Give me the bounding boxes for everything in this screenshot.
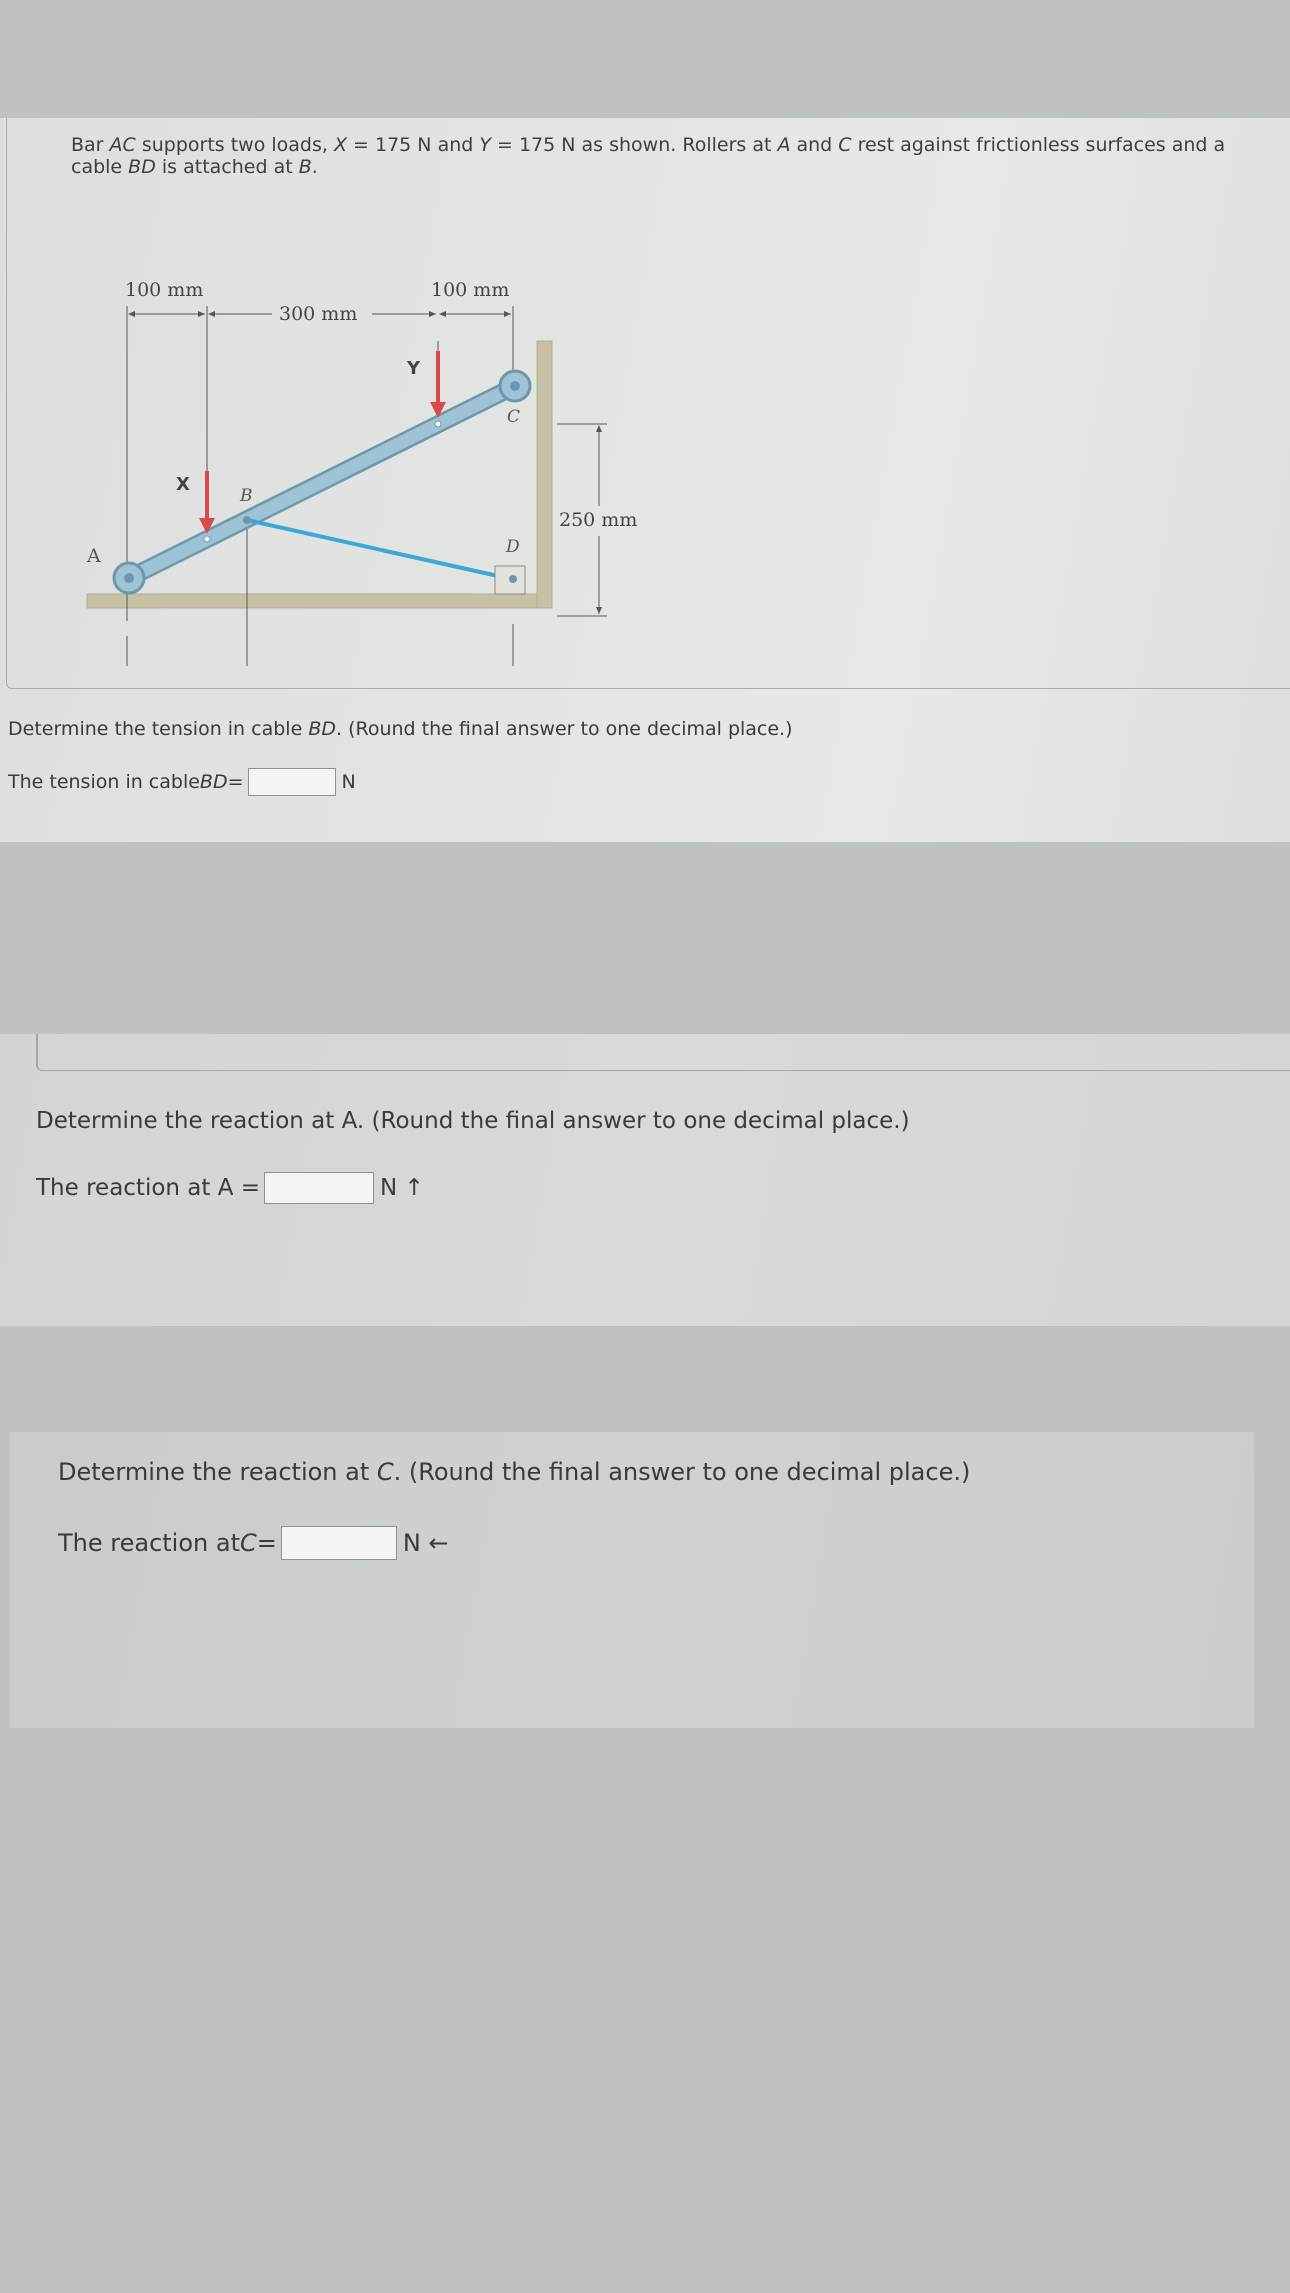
- card-border: [36, 1034, 1290, 1071]
- pin-b: [243, 516, 251, 524]
- point-c: C: [838, 134, 852, 156]
- floor-surface: [87, 594, 552, 608]
- load-x-label: X: [333, 134, 347, 156]
- load-y-value: 175 N: [518, 134, 576, 156]
- reaction-a-input[interactable]: [264, 1172, 374, 1204]
- answer-label: The tension in cable: [8, 771, 200, 793]
- problem-text: supports two loads,: [135, 134, 334, 156]
- answer-label: The reaction at A =: [36, 1175, 261, 1201]
- load-x-value: 175 N: [375, 134, 432, 156]
- cable-bd: [247, 520, 507, 578]
- unit-label: N ←: [402, 1529, 449, 1557]
- cable-name: BD: [128, 156, 156, 178]
- label-c: C: [507, 407, 521, 427]
- answer-row-1: [8, 768, 356, 796]
- unit-label: N: [341, 771, 356, 793]
- question-text: . (Round the final answer to one decimal place.): [335, 718, 793, 740]
- problem-text: =: [347, 134, 375, 156]
- question-1: [8, 718, 793, 740]
- label-x: X: [176, 474, 190, 495]
- answer-row-3: [58, 1526, 449, 1560]
- label-a: A: [87, 545, 101, 567]
- problem-text: rest against frictionless surfaces and a: [851, 134, 1226, 156]
- reaction-c-input[interactable]: [281, 1526, 397, 1560]
- answer-label-var: BD: [199, 771, 228, 793]
- point-a: A: [777, 134, 791, 156]
- point-c: C: [376, 1458, 394, 1486]
- problem-card: [0, 118, 1290, 842]
- load-y-label: Y: [479, 134, 491, 156]
- pin-d: [509, 575, 517, 583]
- answer-label: =: [227, 771, 244, 793]
- question-text: Determine the tension in cable: [8, 718, 309, 740]
- wall-surface: [537, 341, 552, 608]
- dim-label-top-right: 100 mm: [431, 279, 510, 301]
- load-point-y: [435, 421, 441, 427]
- question-text: . (Round the final answer to one decimal place.): [393, 1458, 971, 1486]
- answer-label-var: C: [240, 1529, 257, 1557]
- problem-text: .: [311, 156, 318, 178]
- problem-text: and: [790, 134, 839, 156]
- answer-label: The reaction at: [58, 1529, 240, 1557]
- label-y: Y: [407, 358, 421, 379]
- problem-text: is attached at: [155, 156, 299, 178]
- question-2: Determine the reaction at A. (Round the final answer to one decimal place.): [36, 1108, 910, 1134]
- bar-name: AC: [109, 134, 136, 156]
- problem-statement-panel: [6, 118, 1290, 689]
- problem-statement: [71, 134, 1271, 178]
- dim-label-top-left: 100 mm: [125, 279, 204, 301]
- tension-bd-input[interactable]: [248, 768, 336, 796]
- unit-label: N ↑: [380, 1175, 424, 1201]
- label-b: B: [240, 486, 253, 506]
- answer-row-2: [36, 1172, 424, 1204]
- question-text: Determine the reaction at: [58, 1458, 377, 1486]
- dim-label-top-mid: 300 mm: [279, 303, 358, 325]
- question-3: [58, 1458, 970, 1486]
- roller-c-pin: [510, 381, 520, 391]
- bar-diagram: [67, 196, 667, 666]
- load-point-x: [204, 536, 210, 542]
- roller-a-pin: [124, 573, 134, 583]
- answer-label: =: [256, 1529, 277, 1557]
- problem-text: Bar: [71, 134, 110, 156]
- reaction-a-card: [0, 1034, 1290, 1326]
- point-b: B: [298, 156, 312, 178]
- label-d: D: [506, 537, 520, 557]
- cable-name: BD: [308, 718, 336, 740]
- problem-text: and: [431, 134, 480, 156]
- reaction-c-card: [10, 1432, 1254, 1728]
- dim-label-right: 250 mm: [559, 509, 638, 531]
- problem-text: as shown. Rollers at: [575, 134, 778, 156]
- problem-text: =: [490, 134, 519, 156]
- problem-text: cable: [71, 156, 129, 178]
